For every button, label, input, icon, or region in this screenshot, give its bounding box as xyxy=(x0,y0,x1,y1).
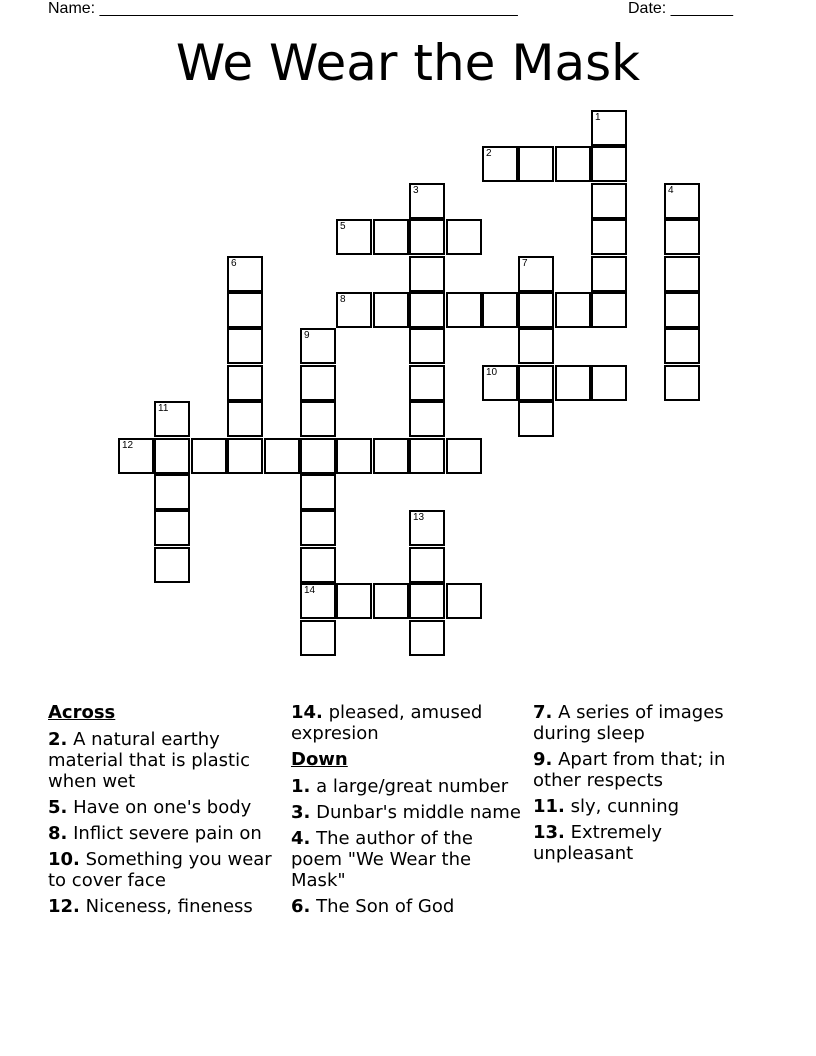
clue-text: a large/great number xyxy=(310,776,509,797)
grid-cell[interactable] xyxy=(300,438,336,474)
grid-cell[interactable] xyxy=(518,365,554,401)
grid-cell[interactable] xyxy=(409,547,445,583)
grid-cell[interactable] xyxy=(409,583,445,619)
grid-cell[interactable] xyxy=(227,292,263,328)
clue-text: A natural earthy material that is plastic when wet xyxy=(48,729,251,792)
grid-cell[interactable] xyxy=(482,365,518,401)
grid-cell[interactable] xyxy=(300,547,336,583)
clue-text: A series of images during sleep xyxy=(533,702,724,744)
name-field-label: Name: _______________________________________________ xyxy=(48,0,518,17)
clue-item xyxy=(48,823,280,844)
grid-cell[interactable] xyxy=(518,292,554,328)
grid-cell[interactable] xyxy=(664,183,700,219)
clue-item xyxy=(291,896,523,917)
clue-item xyxy=(533,796,765,817)
grid-cell[interactable] xyxy=(227,328,263,364)
clues-column-3 xyxy=(533,702,765,869)
clue-text: Extremely unpleasant xyxy=(533,822,663,864)
grid-cell[interactable] xyxy=(300,510,336,546)
clue-number: 7. xyxy=(533,702,553,723)
clues-column-2 xyxy=(291,702,523,922)
grid-cell[interactable] xyxy=(154,438,190,474)
clue-item xyxy=(533,749,765,791)
grid-cell[interactable] xyxy=(664,292,700,328)
grid-cell[interactable] xyxy=(591,256,627,292)
grid-cell[interactable] xyxy=(591,219,627,255)
clue-item xyxy=(291,828,523,891)
grid-cell[interactable] xyxy=(664,328,700,364)
clue-text: Inflict severe pain on xyxy=(67,823,262,844)
clue-text: Niceness, fineness xyxy=(79,896,253,917)
grid-cell[interactable] xyxy=(336,292,372,328)
grid-cell[interactable] xyxy=(373,438,409,474)
clue-text: The Son of God xyxy=(310,896,455,917)
grid-cell[interactable] xyxy=(227,401,263,437)
clues-column-1 xyxy=(48,702,280,922)
grid-cell[interactable] xyxy=(373,219,409,255)
grid-cell[interactable] xyxy=(482,146,518,182)
cell-number: 14 xyxy=(304,585,316,596)
clue-text: Have on one's body xyxy=(67,797,252,818)
cell-number: 7 xyxy=(522,258,528,269)
clue-number: 11. xyxy=(533,796,565,817)
grid-cell[interactable] xyxy=(300,583,336,619)
clue-text: pleased, amused expresion xyxy=(291,702,483,744)
clue-number: 14. xyxy=(291,702,323,723)
grid-cell[interactable] xyxy=(227,365,263,401)
grid-cell[interactable] xyxy=(264,438,300,474)
grid-cell[interactable] xyxy=(227,438,263,474)
grid-cell[interactable] xyxy=(336,583,372,619)
cell-number: 2 xyxy=(486,148,492,159)
grid-cell[interactable] xyxy=(591,146,627,182)
grid-cell[interactable] xyxy=(300,474,336,510)
grid-cell[interactable] xyxy=(191,438,227,474)
grid-cell[interactable] xyxy=(664,219,700,255)
grid-cell[interactable] xyxy=(446,438,482,474)
clue-text: The author of the poem "We Wear the Mask" xyxy=(291,828,473,891)
clue-item xyxy=(291,802,523,823)
clue-item xyxy=(533,822,765,864)
puzzle-title: We Wear the Mask xyxy=(175,34,641,92)
grid-cell[interactable] xyxy=(664,365,700,401)
across-heading: Across xyxy=(48,702,116,723)
clue-item xyxy=(48,849,280,891)
clue-number: 10. xyxy=(48,849,80,870)
grid-cell[interactable] xyxy=(227,256,263,292)
clue-text: Something you wear to cover face xyxy=(48,849,272,891)
clue-text: Dunbar's middle name xyxy=(310,802,521,823)
grid-cell[interactable] xyxy=(373,583,409,619)
grid-cell[interactable] xyxy=(409,256,445,292)
clue-item xyxy=(291,776,523,797)
grid-cell[interactable] xyxy=(154,401,190,437)
grid-cell[interactable] xyxy=(409,292,445,328)
grid-cell[interactable] xyxy=(591,292,627,328)
clue-item xyxy=(48,896,280,917)
grid-cell[interactable] xyxy=(154,474,190,510)
grid-cell[interactable] xyxy=(300,620,336,656)
clue-number: 5. xyxy=(48,797,68,818)
grid-cell[interactable] xyxy=(409,401,445,437)
clue-item xyxy=(533,702,765,744)
clue-number: 4. xyxy=(291,828,311,849)
clue-number: 2. xyxy=(48,729,68,750)
grid-cell[interactable] xyxy=(555,365,591,401)
cell-number: 10 xyxy=(486,367,498,378)
clue-number: 3. xyxy=(291,802,311,823)
grid-cell[interactable] xyxy=(664,256,700,292)
cell-number: 5 xyxy=(340,221,346,232)
grid-cell[interactable] xyxy=(518,256,554,292)
grid-cell[interactable] xyxy=(409,438,445,474)
cell-number: 1 xyxy=(595,112,601,123)
date-field-label: Date: _______ xyxy=(628,0,733,17)
clue-number: 13. xyxy=(533,822,565,843)
grid-cell[interactable] xyxy=(482,292,518,328)
clue-number: 1. xyxy=(291,776,311,797)
grid-cell[interactable] xyxy=(336,219,372,255)
down-heading: Down xyxy=(291,749,348,770)
grid-cell[interactable] xyxy=(591,110,627,146)
cell-number: 13 xyxy=(413,512,425,523)
grid-cell[interactable] xyxy=(518,328,554,364)
grid-cell[interactable] xyxy=(336,438,372,474)
clue-number: 9. xyxy=(533,749,553,770)
grid-cell[interactable] xyxy=(409,219,445,255)
grid-cell[interactable] xyxy=(300,365,336,401)
cell-number: 6 xyxy=(231,258,237,269)
clue-number: 12. xyxy=(48,896,80,917)
grid-cell[interactable] xyxy=(409,620,445,656)
grid-cell[interactable] xyxy=(154,510,190,546)
grid-cell[interactable] xyxy=(591,183,627,219)
grid-cell[interactable] xyxy=(446,219,482,255)
cell-number: 3 xyxy=(413,185,419,196)
cell-number: 12 xyxy=(122,440,134,451)
grid-cell[interactable] xyxy=(555,292,591,328)
cell-number: 11 xyxy=(158,403,169,414)
clue-item xyxy=(291,702,523,744)
grid-cell[interactable] xyxy=(591,365,627,401)
grid-cell[interactable] xyxy=(154,547,190,583)
clue-text: Apart from that; in other respects xyxy=(533,749,726,791)
grid-cell[interactable] xyxy=(300,401,336,437)
grid-cell[interactable] xyxy=(446,583,482,619)
grid-cell[interactable] xyxy=(373,292,409,328)
grid-cell[interactable] xyxy=(409,183,445,219)
cell-number: 4 xyxy=(668,185,674,196)
grid-cell[interactable] xyxy=(118,438,154,474)
grid-cell[interactable] xyxy=(446,292,482,328)
cell-number: 8 xyxy=(340,294,346,305)
clue-item xyxy=(48,729,280,792)
clue-number: 8. xyxy=(48,823,68,844)
grid-cell[interactable] xyxy=(409,365,445,401)
clue-number: 6. xyxy=(291,896,311,917)
clue-text: sly, cunning xyxy=(564,796,680,817)
grid-cell[interactable] xyxy=(518,146,554,182)
grid-cell[interactable] xyxy=(518,401,554,437)
grid-cell[interactable] xyxy=(409,328,445,364)
clue-item xyxy=(48,797,280,818)
grid-cell[interactable] xyxy=(409,510,445,546)
cell-number: 9 xyxy=(304,330,310,341)
grid-cell[interactable] xyxy=(555,146,591,182)
grid-cell[interactable] xyxy=(300,328,336,364)
